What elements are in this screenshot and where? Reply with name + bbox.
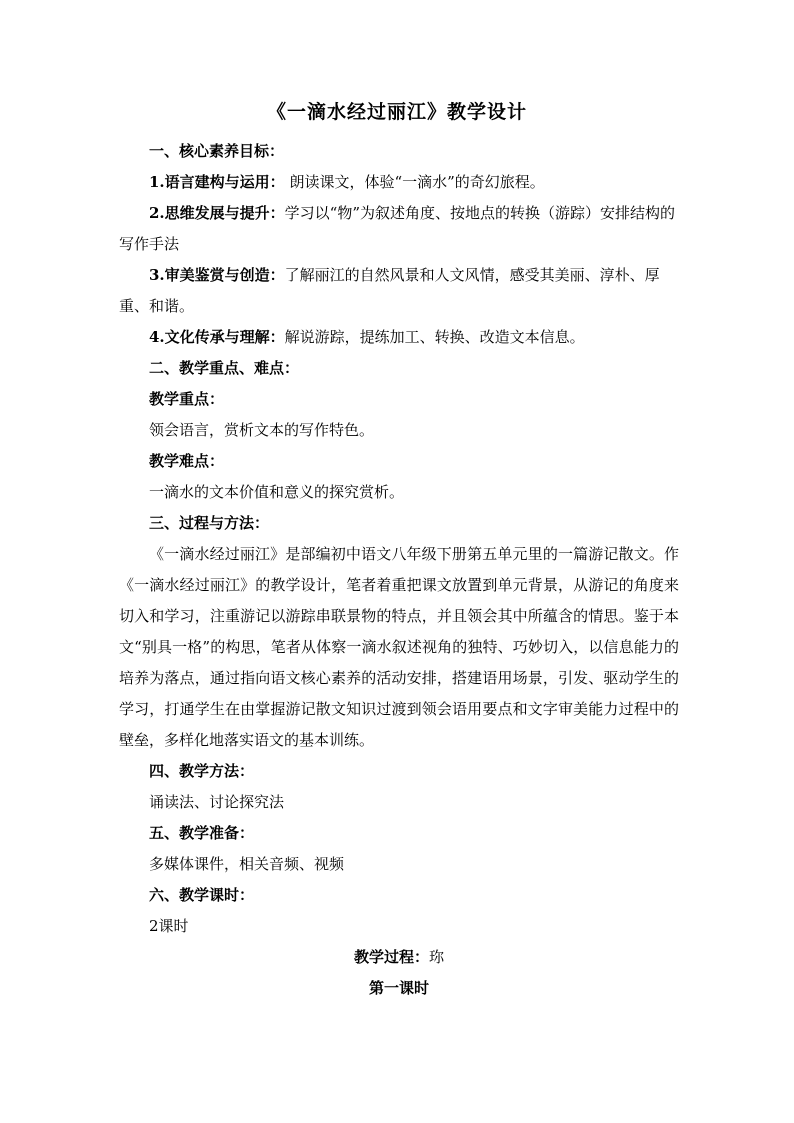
goal-text: 学习以“物”为叙述角度、按地点的转换（游踪）安排结构的写作手法 — [119, 204, 676, 253]
key-point-label: 教学重点： — [149, 390, 225, 408]
section-heading-goals: 一、核心素养目标： — [149, 142, 285, 160]
process-heading — [119, 942, 679, 973]
goal-item — [119, 167, 679, 198]
goal-label: 2.思维发展与提升： — [149, 204, 285, 222]
document-body — [119, 136, 679, 1004]
section-heading-process-method: 三、过程与方法： — [149, 514, 270, 532]
goal-text: 朗读课文，体验“一滴水”的奇幻旅程。 — [284, 173, 545, 191]
section-heading-preparation: 五、教学准备： — [149, 824, 255, 842]
difficulty-text: 一滴水的文本价值和意义的探究赏析。 — [149, 483, 405, 501]
goal-text: 了解丽江的自然风景和人文风情，感受其美丽、淳朴、厚重、和谐。 — [119, 266, 660, 315]
lesson-one-heading: 第一课时 — [368, 979, 429, 997]
document-title: 《一滴水经过丽江》教学设计 — [266, 101, 527, 123]
key-point-text: 领会语言，赏析文本的写作特色。 — [149, 421, 375, 439]
goal-label: 1.语言建构与运用： — [149, 173, 285, 191]
process-suffix: 珎 — [429, 948, 445, 966]
section-heading-periods: 六、教学课时： — [149, 886, 255, 904]
goal-label: 3.审美鉴赏与创造： — [149, 266, 285, 284]
goal-item — [119, 322, 679, 353]
process-method-paragraph: 《一滴水经过丽江》是部编初中语文八年级下册第五单元里的一篇游记散文。作《一滴水经过丽江》的教学设计，笔者着重把课文放置到单元背景，从游记的角度来切入和学习，注重游记以游踪串联景物的特点，并且领会其中所蕴含的情思。鉴于本文“别具一格”的构思，笔者从体察一滴水叙述视角的独特、巧妙切入，以信息能力的培养为落点，通过指向语文核心素养的活动安排，搭建语用场景，引发、驱动学生的学习，打通学生在由掌握游记散文知识过渡到领会语用要点和文字审美能力过程中的壁垒，多样化地落实语文的基本训练。 — [119, 545, 679, 749]
section-heading-keypoints: 二、教学重点、难点： — [149, 359, 300, 377]
section-heading-methods: 四、教学方法： — [149, 762, 255, 780]
goal-item — [119, 198, 679, 260]
goal-label: 4.文化传承与理解： — [149, 328, 285, 346]
periods-text: 2课时 — [149, 917, 189, 935]
difficulty-label: 教学难点： — [149, 452, 225, 470]
methods-text: 诵读法、讨论探究法 — [149, 793, 285, 811]
preparation-text: 多媒体课件，相关音频、视频 — [149, 855, 345, 873]
goal-item — [119, 260, 679, 322]
goal-text: 解说游踪，提练加工、转换、改造文本信息。 — [284, 328, 585, 346]
process-label: 教学过程： — [353, 948, 429, 966]
